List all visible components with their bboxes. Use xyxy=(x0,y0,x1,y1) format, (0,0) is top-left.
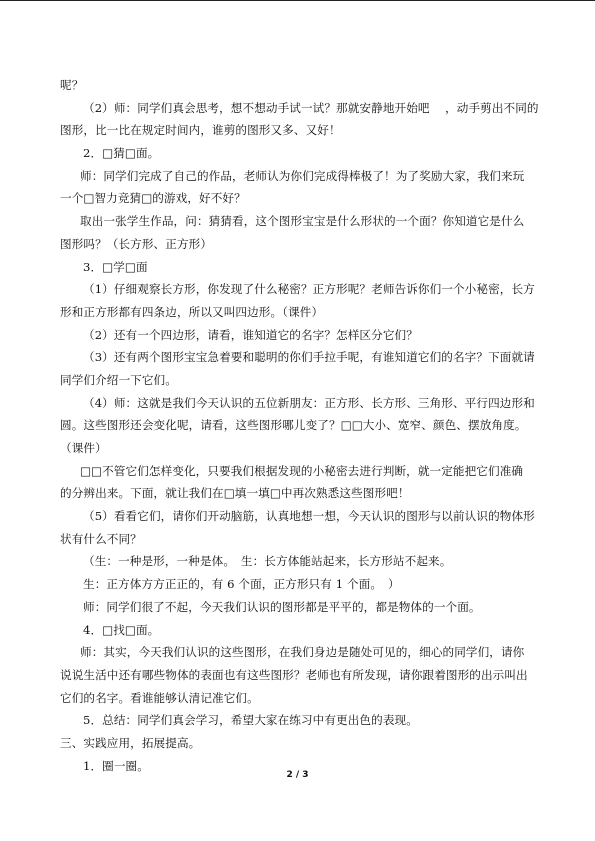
text-line: 5．总结：同学们真会学习，希望大家在练习中有更出色的表现。 xyxy=(83,713,418,728)
text-line: 状有什么不同？ xyxy=(60,531,142,546)
text-line: 同学们介绍一下它们。 xyxy=(60,372,177,387)
text-line: 4．□找□面。 xyxy=(83,622,160,637)
text-line: 师：同学们完成了自己的作品，老师认为你们完成得棒极了！为了奖励大家，我们来玩 xyxy=(80,168,525,183)
text-line: 2．□猜□面。 xyxy=(83,146,160,161)
text-line: 师：同学们很了不起，今天我们认识的图形都是平平的，都是物体的一个面。 xyxy=(83,599,481,614)
text-line: 图形吗？（长方形、正方形） xyxy=(60,236,213,251)
text-line: 圆。这些图形还会变化呢，请看，这些图形哪儿变了？□□大小、宽窄、颜色、摆放角度。 xyxy=(60,418,527,433)
text-line: 取出一张学生作品，问：猜猜看，这个图形宝宝是什么形状的一个面？你知道它是什么 xyxy=(80,214,525,229)
text-line: （3）还有两个图形宝宝急着要和聪明的你们手拉手呢，有谁知道它们的名字？下面就请 xyxy=(83,350,535,365)
text-line: 1．圈一圈。 xyxy=(83,758,149,773)
text-line: （2）师：同学们真会思考，想不想动手试一试？那就安静地开始吧 ，动手剪出不同的 xyxy=(83,100,539,115)
text-line: 说说生活中还有哪些物体的表面也有这些图形？老师也有所发现，请你跟着图形的出示叫出 xyxy=(60,667,528,682)
text-line: 一个□智力竞猜□的游戏，好不好？ xyxy=(60,191,246,206)
text-line: （1）仔细观察长方形，你发现了什么秘密？正方形呢？老师告诉你们一个小秘密，长方 xyxy=(83,282,535,297)
text-line: 师：其实，今天我们认识的这些图形，在我们身边是随处可见的，细心的同学们，请你 xyxy=(80,645,525,660)
document-body xyxy=(60,74,540,777)
text-line: （5）看看它们，请你们开动脑筋，认真地想一想，今天认识的图形与以前认识的物体形 xyxy=(83,509,535,524)
page-number: 2 / 3 xyxy=(286,770,309,780)
text-line: （2）还有一个四边形，请看，谁知道它的名字？怎样区分它们？ xyxy=(83,327,418,342)
text-line: 三、实践应用，拓展提高。 xyxy=(60,735,201,750)
text-line: 生：正方体方方正正的，有 6 个面，正方形只有 1 个面。 ） xyxy=(83,577,400,592)
text-line: （4）师：这就是我们今天认识的五位新朋友：正方形、长方形、三角形、平行四边形和 xyxy=(83,395,535,410)
text-line: 形和正方形都有四条边，所以又叫四边形。（课件） xyxy=(60,304,324,319)
text-line: □□不管它们怎样变化，只要我们根据发现的小秘密去进行判断，就一定能把它们准确 xyxy=(80,463,524,478)
text-line: （课件） xyxy=(60,441,107,455)
text-line: 3．□学□面 xyxy=(83,259,148,274)
text-line: 它们的名字。看谁能够认清记准它们。 xyxy=(60,690,259,705)
page-top-border xyxy=(0,0,595,1)
text-line: 呢？ xyxy=(60,78,84,92)
text-line: 图形，比一比在规定时间内，谁剪的图形又多、又好！ xyxy=(60,123,341,138)
text-line: （生：一种是形，一种是体。 生：长方体能站起来，长方形站不起来。 xyxy=(83,554,452,569)
text-line: 的分辨出来。下面，就让我们在□填一填□中再次熟悉这些图形吧！ xyxy=(60,486,410,501)
